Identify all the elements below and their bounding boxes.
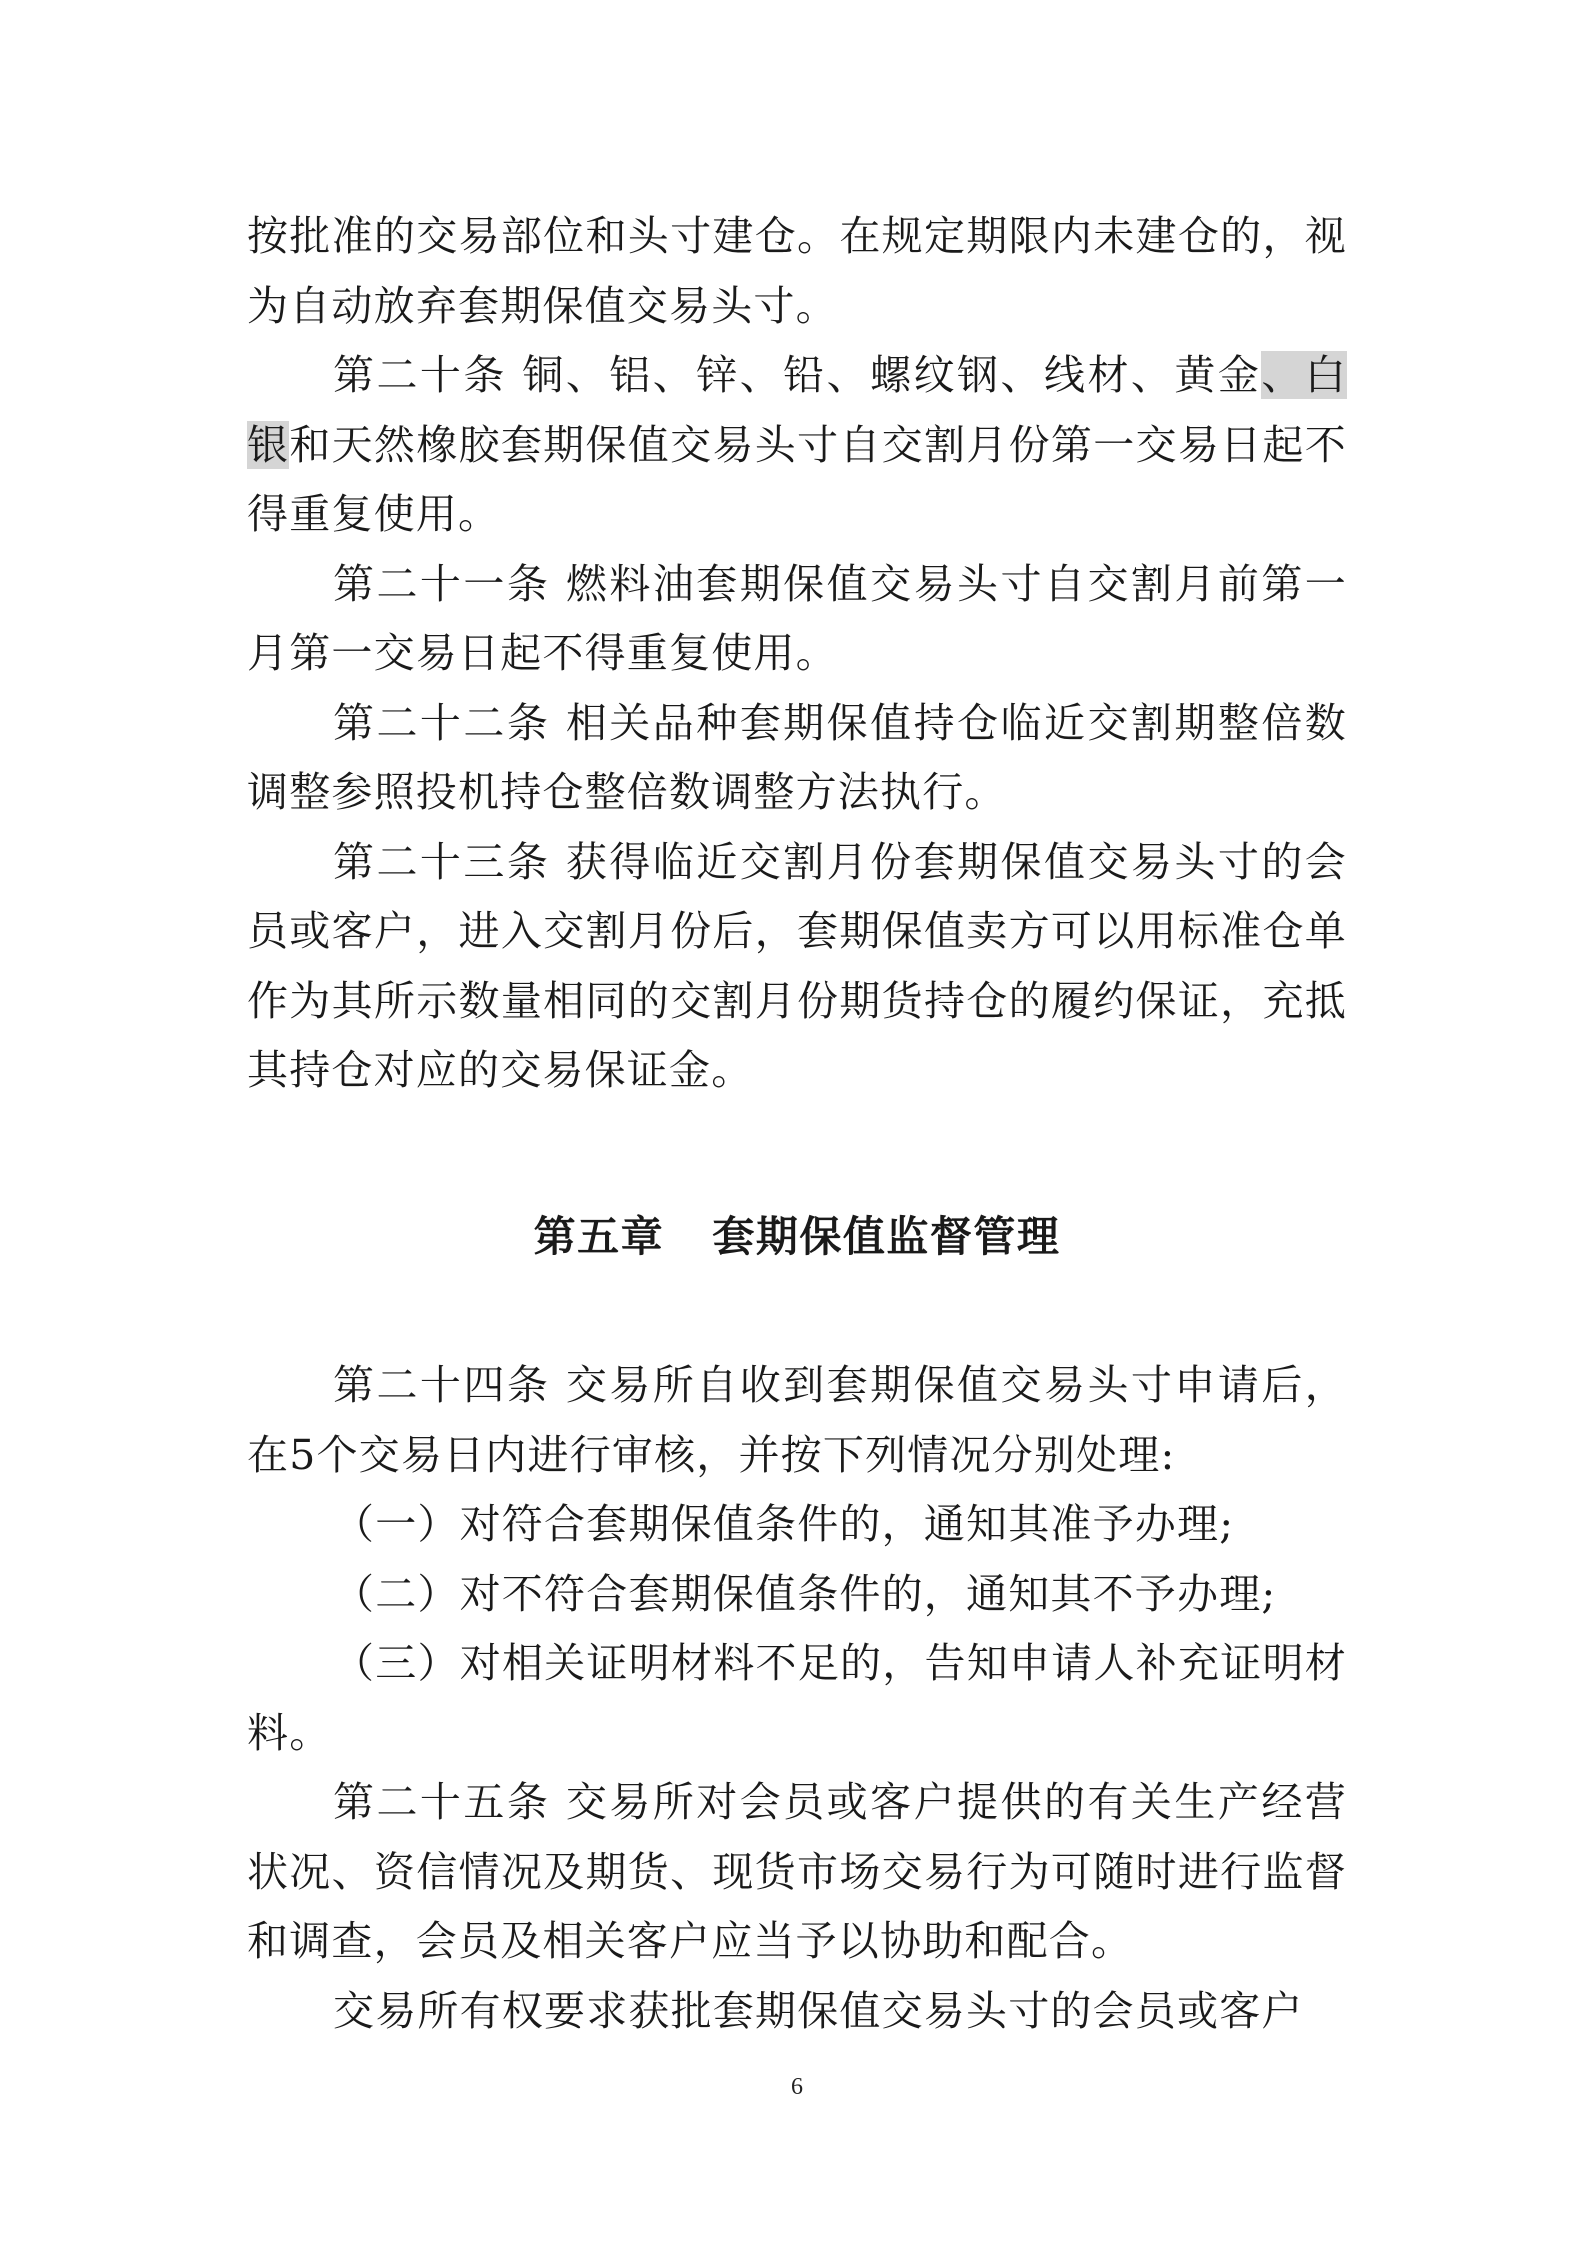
paragraphs-top xyxy=(247,202,1347,341)
paragraphs-mid xyxy=(247,550,1347,1106)
article-20-paragraph xyxy=(247,341,1347,550)
paragraph: 第二十三条 获得临近交割月份套期保值交易头寸的会员或客户，进入交割月份后，套期保值卖方可以用标准仓单作为其所示数量相同的交割月份期货持仓的履约保证，充抵其持仓对应的交易保证金。 xyxy=(247,837,1347,1094)
paragraphs-bottom xyxy=(247,1351,1347,2046)
paragraph: （二）对不符合套期保值条件的，通知其不予办理; xyxy=(333,1569,1277,1618)
paragraph: （三）对相关证明材料不足的，告知申请人补充证明材料。 xyxy=(247,1639,1347,1757)
paragraph: 第二十四条 交易所自收到套期保值交易头寸申请后，在5个交易日内进行审核，并按下列情况分别处理: xyxy=(247,1361,1347,1479)
chapter-title: 第五章 套期保值监督管理 xyxy=(533,1211,1061,1261)
article-20-highlighted-text: 、白银 xyxy=(247,351,1347,469)
article-20-text-before: 第二十条 铜、铝、锌、铅、螺纹钢、线材、黄金 xyxy=(333,351,1262,399)
paragraph: 第二十一条 燃料油套期保值交易头寸自交割月前第一月第一交易日起不得重复使用。 xyxy=(247,559,1347,677)
paragraph: （一）对符合套期保值条件的，通知其准予办理; xyxy=(333,1500,1235,1548)
page-number: 6 xyxy=(791,2074,803,2100)
paragraph: 第二十五条 交易所对会员或客户提供的有关生产经营状况、资信情况及期货、现货市场交易行为可随时进行监督和调查，会员及相关客户应当予以协助和配合。 xyxy=(247,1778,1347,1965)
document-body xyxy=(247,202,1347,2046)
article-20-text-after: 和天然橡胶套期保值交易头寸自交割月份第一交易日起不得重复使用。 xyxy=(247,420,1347,538)
paragraph: 交易所有权要求获批套期保值交易头寸的会员或客户 xyxy=(333,1986,1304,2035)
paragraph: 第二十二条 相关品种套期保值持仓临近交割期整倍数调整参照投机持仓整倍数调整方法执行。 xyxy=(247,698,1347,816)
paragraph: 按批准的交易部位和头寸建仓。在规定期限内未建仓的，视为自动放弃套期保值交易头寸。 xyxy=(247,212,1347,330)
